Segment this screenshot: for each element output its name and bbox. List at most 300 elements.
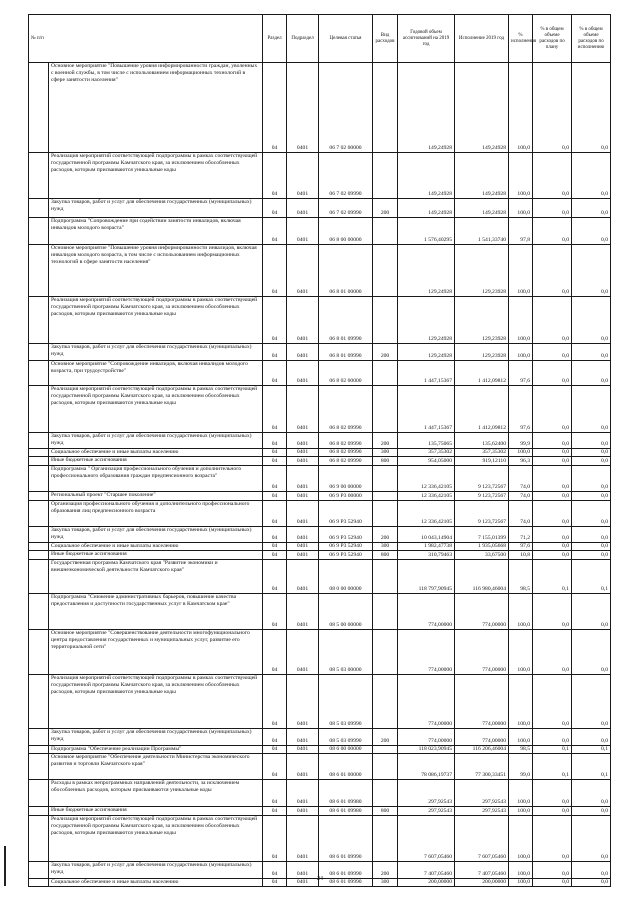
col-header-target-article: Целевая статья — [319, 15, 373, 63]
cell-share-execution: 0,0 — [572, 780, 611, 807]
cell-razdel: 04 — [263, 560, 287, 594]
cell-annual-plan: 297,92543 — [398, 807, 455, 816]
cell-podrazdel: 0401 — [287, 433, 319, 449]
cell-expense-type: 200 — [373, 344, 398, 361]
cell-target-article: 08 6 01 09990 — [319, 816, 373, 862]
cell-podrazdel: 0401 — [287, 386, 319, 433]
cell-number — [29, 245, 49, 297]
cell-podrazdel: 0401 — [287, 754, 319, 780]
cell-execution: 129,23928 — [455, 344, 509, 361]
cell-share-execution: 0,0 — [572, 543, 611, 551]
cell-execution-percent: 100,0 — [509, 297, 533, 344]
cell-number — [29, 675, 49, 729]
cell-share-plan: 0,1 — [533, 754, 572, 780]
cell-podrazdel: 0401 — [287, 560, 319, 594]
cell-target-article: 06 7 02 09990 — [319, 153, 373, 199]
cell-execution: 7 407,05460 — [455, 862, 509, 879]
cell-share-plan: 0,0 — [533, 153, 572, 199]
cell-execution: 9 123,72567 — [455, 492, 509, 501]
cell-share-plan: 0,0 — [533, 729, 572, 746]
cell-share-plan: 0,0 — [533, 297, 572, 344]
cell-execution-percent: 100,0 — [509, 245, 533, 297]
cell-share-execution: 0,0 — [572, 807, 611, 816]
table-row — [29, 780, 611, 807]
cell-annual-plan: 1 982,47738 — [398, 543, 455, 551]
cell-podrazdel: 0401 — [287, 594, 319, 630]
cell-target-article: 08 5 03 00000 — [319, 630, 373, 675]
cell-share-plan: 0,0 — [533, 449, 572, 457]
cell-target-article: 06 9 P3 52940 — [319, 527, 373, 543]
cell-expense-type — [373, 63, 398, 153]
table-row — [29, 218, 611, 245]
cell-podrazdel: 0401 — [287, 780, 319, 807]
cell-number — [29, 816, 49, 862]
table-row — [29, 543, 611, 551]
cell-target-article: 08 6 01 09990 — [319, 862, 373, 879]
cell-razdel: 04 — [263, 297, 287, 344]
cell-target-article: 06 8 00 00000 — [319, 218, 373, 245]
cell-execution: 1 541,33740 — [455, 218, 509, 245]
cell-execution: 149,24928 — [455, 153, 509, 199]
table-row — [29, 297, 611, 344]
cell-podrazdel: 0401 — [287, 297, 319, 344]
cell-execution-percent: 99,9 — [509, 433, 533, 449]
cell-razdel: 04 — [263, 780, 287, 807]
cell-name: Организация профессионального обучения и дополнительного профессионального образования лиц предпенсионного возраста — [49, 501, 263, 527]
cell-execution: 919,12110 — [455, 457, 509, 466]
cell-number — [29, 344, 49, 361]
cell-share-execution: 0,0 — [572, 862, 611, 879]
cell-target-article: 08 6 01 09990 — [319, 879, 373, 887]
table-row — [29, 754, 611, 780]
cell-name: Подпрограмма "Обеспечение реализации Программы" — [49, 746, 263, 754]
cell-razdel: 04 — [263, 807, 287, 816]
cell-execution: 7 155,01399 — [455, 527, 509, 543]
cell-share-plan: 0,0 — [533, 492, 572, 501]
cell-number — [29, 492, 49, 501]
cell-number — [29, 630, 49, 675]
cell-expense-type — [373, 754, 398, 780]
cell-number — [29, 433, 49, 449]
cell-name: Иные бюджетные ассигнования — [49, 457, 263, 466]
cell-expense-type: 300 — [373, 543, 398, 551]
cell-name: Основное мероприятие "Совершенствование деятельности многофункционального центра предоставления государственных и муниципальных услуг, развитие его территориальной сети" — [49, 630, 263, 675]
cell-execution: 297,92543 — [455, 780, 509, 807]
cell-annual-plan: 774,00000 — [398, 729, 455, 746]
cell-share-plan: 0,0 — [533, 361, 572, 386]
cell-name: Подпрограмма " Организация профессионального обучения и дополнительного профессионального образования граждан предпенсионного возраста" — [49, 466, 263, 492]
cell-target-article: 06 9 P3 52940 — [319, 501, 373, 527]
cell-razdel: 04 — [263, 594, 287, 630]
cell-execution-percent: 100,0 — [509, 675, 533, 729]
cell-expense-type — [373, 245, 398, 297]
cell-execution: 357,35302 — [455, 449, 509, 457]
cell-target-article: 08 6 01 09980 — [319, 780, 373, 807]
cell-expense-type — [373, 466, 398, 492]
cell-podrazdel: 0401 — [287, 63, 319, 153]
page-number: 24 — [317, 876, 323, 882]
cell-execution-percent: 100,0 — [509, 729, 533, 746]
cell-share-execution: 0,0 — [572, 729, 611, 746]
cell-execution: 9 123,72567 — [455, 501, 509, 527]
table-row — [29, 816, 611, 862]
table-row — [29, 63, 611, 153]
cell-razdel: 04 — [263, 63, 287, 153]
cell-razdel: 04 — [263, 466, 287, 492]
cell-name: Закупка товаров, работ и услуг для обеспечения государственных (муниципальных) нужд — [49, 527, 263, 543]
cell-podrazdel: 0401 — [287, 501, 319, 527]
cell-annual-plan: 297,92543 — [398, 780, 455, 807]
cell-annual-plan: 149,24928 — [398, 63, 455, 153]
cell-razdel: 04 — [263, 816, 287, 862]
cell-number — [29, 527, 49, 543]
cell-expense-type: 200 — [373, 862, 398, 879]
cell-target-article: 06 8 02 09990 — [319, 433, 373, 449]
cell-podrazdel: 0401 — [287, 457, 319, 466]
cell-execution-percent: 98,5 — [509, 560, 533, 594]
cell-name: Закупка товаров, работ и услуг для обеспечения государственных (муниципальных) нужд — [49, 862, 263, 879]
cell-execution: 77 300,33451 — [455, 754, 509, 780]
cell-target-article: 08 6 00 00000 — [319, 746, 373, 754]
cell-name: Закупка товаров, работ и услуг для обеспечения государственных (муниципальных) нужд — [49, 729, 263, 746]
cell-annual-plan: 1 447,15367 — [398, 386, 455, 433]
cell-execution: 1 935,05668 — [455, 543, 509, 551]
cell-number — [29, 501, 49, 527]
cell-share-execution: 0,0 — [572, 879, 611, 887]
col-header-share-plan: % в общем объеме расходов по плану — [533, 15, 572, 63]
cell-share-execution: 0,0 — [572, 551, 611, 560]
col-header-execution-percent: % исполнения — [509, 15, 533, 63]
cell-expense-type — [373, 594, 398, 630]
cell-annual-plan: 135,75065 — [398, 433, 455, 449]
cell-execution-percent: 100,0 — [509, 780, 533, 807]
cell-execution: 774,00000 — [455, 630, 509, 675]
cell-number — [29, 199, 49, 218]
table-row — [29, 501, 611, 527]
cell-share-plan: 0,0 — [533, 457, 572, 466]
cell-razdel: 04 — [263, 501, 287, 527]
cell-number — [29, 63, 49, 153]
cell-razdel: 04 — [263, 199, 287, 218]
cell-execution-percent: 97,6 — [509, 543, 533, 551]
table-row — [29, 630, 611, 675]
cell-execution: 200,00000 — [455, 879, 509, 887]
cell-execution-percent: 10,8 — [509, 551, 533, 560]
cell-name: Основное мероприятие "Повышение уровня информированности инвалидов, включая инвалидов молодого возраста, в том числе с использованием информационных технологий в сфере занятости населения" — [49, 245, 263, 297]
cell-name: Государственная программа Камчатского края "Развитие экономики и внешнеэкономической деятельности Камчатского края" — [49, 560, 263, 594]
cell-target-article: 06 8 02 09990 — [319, 457, 373, 466]
cell-razdel: 04 — [263, 630, 287, 675]
table-row — [29, 746, 611, 754]
cell-target-article: 06 9 P3 52940 — [319, 551, 373, 560]
table-row — [29, 594, 611, 630]
cell-execution-percent: 96,3 — [509, 457, 533, 466]
cell-share-execution: 0,0 — [572, 245, 611, 297]
cell-annual-plan: 7 407,05460 — [398, 862, 455, 879]
cell-name: Социальное обеспечение и иные выплаты населению — [49, 449, 263, 457]
cell-expense-type: 200 — [373, 199, 398, 218]
cell-number — [29, 746, 49, 754]
cell-podrazdel: 0401 — [287, 746, 319, 754]
cell-expense-type: 800 — [373, 551, 398, 560]
cell-annual-plan: 774,00000 — [398, 630, 455, 675]
cell-annual-plan: 200,00000 — [398, 879, 455, 887]
cell-podrazdel: 0401 — [287, 729, 319, 746]
cell-share-plan: 0,0 — [533, 433, 572, 449]
cell-razdel: 04 — [263, 754, 287, 780]
table-row — [29, 344, 611, 361]
cell-razdel: 04 — [263, 729, 287, 746]
cell-share-execution: 0,0 — [572, 630, 611, 675]
cell-share-execution: 0,1 — [572, 754, 611, 780]
cell-share-execution: 0,0 — [572, 199, 611, 218]
cell-execution: 33,67500 — [455, 551, 509, 560]
cell-execution-percent: 100,0 — [509, 344, 533, 361]
cell-annual-plan: 129,24928 — [398, 297, 455, 344]
cell-execution: 116 980,46004 — [455, 560, 509, 594]
cell-share-plan: 0,0 — [533, 780, 572, 807]
cell-execution: 129,23928 — [455, 245, 509, 297]
cell-annual-plan: 774,00000 — [398, 675, 455, 729]
cell-name: Реализация мероприятий соответствующей подпрограммы в рамках соответствующей государственной программы Камчатского края, за исключением обособленных расходов, которым присваиваются уникальные коды — [49, 386, 263, 433]
cell-podrazdel: 0401 — [287, 807, 319, 816]
cell-razdel: 04 — [263, 449, 287, 457]
cell-share-plan: 0,0 — [533, 501, 572, 527]
cell-expense-type — [373, 386, 398, 433]
cell-number — [29, 449, 49, 457]
cell-expense-type: 300 — [373, 879, 398, 887]
cell-target-article: 08 5 03 09990 — [319, 729, 373, 746]
cell-razdel: 04 — [263, 433, 287, 449]
cell-expense-type — [373, 297, 398, 344]
cell-share-plan: 0,0 — [533, 386, 572, 433]
col-header-podrazdel: Подраздел — [287, 15, 319, 63]
cell-execution: 774,00000 — [455, 675, 509, 729]
cell-annual-plan: 129,24928 — [398, 245, 455, 297]
cell-share-execution: 0,0 — [572, 433, 611, 449]
cell-share-execution: 0,0 — [572, 361, 611, 386]
col-header-expense-type: Вид расходов — [373, 15, 398, 63]
cell-annual-plan: 7 607,05460 — [398, 816, 455, 862]
cell-share-plan: 0,0 — [533, 63, 572, 153]
cell-name: Основное мероприятие "Повышение уровня информированности граждан, уволенных с военной службы, в том числе с использованием информационных технологий в сфере занятости населения" — [49, 63, 263, 153]
table-row — [29, 551, 611, 560]
cell-share-plan: 0,1 — [533, 560, 572, 594]
cell-name: Иные бюджетные ассигнования — [49, 807, 263, 816]
cell-share-plan: 0,0 — [533, 807, 572, 816]
col-header-annual-plan: Годовой объем ассигнований на 2019 год — [398, 15, 455, 63]
cell-number — [29, 729, 49, 746]
cell-expense-type: 200 — [373, 527, 398, 543]
cell-share-execution: 0,0 — [572, 594, 611, 630]
cell-execution: 297,92543 — [455, 807, 509, 816]
cell-annual-plan: 129,24928 — [398, 344, 455, 361]
cell-podrazdel: 0401 — [287, 527, 319, 543]
cell-number — [29, 560, 49, 594]
cell-number — [29, 754, 49, 780]
cell-number — [29, 807, 49, 816]
cell-target-article: 06 7 02 00000 — [319, 63, 373, 153]
cell-podrazdel: 0401 — [287, 879, 319, 887]
cell-share-plan: 0,0 — [533, 543, 572, 551]
cell-razdel: 04 — [263, 551, 287, 560]
col-header-share-execution: % в общем объеме расходов по исполнению — [572, 15, 611, 63]
cell-number — [29, 457, 49, 466]
cell-razdel: 04 — [263, 492, 287, 501]
cell-number — [29, 594, 49, 630]
cell-share-plan: 0,0 — [533, 344, 572, 361]
cell-annual-plan: 310,79463 — [398, 551, 455, 560]
cell-razdel: 04 — [263, 746, 287, 754]
cell-annual-plan: 774,00000 — [398, 594, 455, 630]
cell-execution-percent: 100,0 — [509, 449, 533, 457]
cell-execution-percent: 100,0 — [509, 594, 533, 630]
cell-execution-percent: 97,6 — [509, 386, 533, 433]
cell-execution: 149,24928 — [455, 199, 509, 218]
cell-podrazdel: 0401 — [287, 492, 319, 501]
cell-execution: 7 607,05460 — [455, 816, 509, 862]
cell-number — [29, 543, 49, 551]
col-header-execution: Исполнение 2019 год — [455, 15, 509, 63]
cell-annual-plan: 1 576,40295 — [398, 218, 455, 245]
cell-execution: 129,23928 — [455, 297, 509, 344]
table-row — [29, 245, 611, 297]
cell-annual-plan: 118 797,90945 — [398, 560, 455, 594]
cell-expense-type: 800 — [373, 457, 398, 466]
cell-share-execution: 0,0 — [572, 386, 611, 433]
cell-expense-type: 300 — [373, 449, 398, 457]
cell-target-article: 06 9 P3 00000 — [319, 492, 373, 501]
cell-razdel: 04 — [263, 879, 287, 887]
cell-execution-percent: 74,0 — [509, 466, 533, 492]
cell-target-article: 08 6 01 09980 — [319, 807, 373, 816]
budget-execution-table — [28, 14, 611, 887]
cell-target-article: 08 5 00 00000 — [319, 594, 373, 630]
table-row — [29, 560, 611, 594]
cell-execution-percent: 74,0 — [509, 501, 533, 527]
cell-podrazdel: 0401 — [287, 153, 319, 199]
table-row — [29, 153, 611, 199]
cell-share-plan: 0,0 — [533, 630, 572, 675]
cell-share-plan: 0,0 — [533, 816, 572, 862]
table-row — [29, 807, 611, 816]
cell-execution-percent: 100,0 — [509, 879, 533, 887]
cell-annual-plan: 118 023,90945 — [398, 746, 455, 754]
cell-annual-plan: 12 336,42105 — [398, 492, 455, 501]
cell-share-execution: 0,0 — [572, 344, 611, 361]
cell-execution-percent: 100,0 — [509, 816, 533, 862]
cell-expense-type — [373, 560, 398, 594]
cell-podrazdel: 0401 — [287, 245, 319, 297]
cell-execution-percent: 100,0 — [509, 807, 533, 816]
cell-share-execution: 0,0 — [572, 492, 611, 501]
cell-razdel: 04 — [263, 153, 287, 199]
cell-number — [29, 386, 49, 433]
cell-execution-percent: 100,0 — [509, 630, 533, 675]
cell-execution: 149,24928 — [455, 63, 509, 153]
cell-execution: 116 206,46004 — [455, 746, 509, 754]
table-row — [29, 449, 611, 457]
cell-name: Закупка товаров, работ и услуг для обеспечения государственных (муниципальных) нужд — [49, 344, 263, 361]
cell-share-execution: 0,1 — [572, 560, 611, 594]
cell-target-article: 06 8 01 09990 — [319, 344, 373, 361]
cell-execution: 9 123,72567 — [455, 466, 509, 492]
cell-podrazdel: 0401 — [287, 675, 319, 729]
cell-name: Основное мероприятие "Сопровождение инвалидов, включая инвалидов молодого возраста, при трудоустройстве" — [49, 361, 263, 386]
cell-expense-type — [373, 492, 398, 501]
cell-expense-type — [373, 816, 398, 862]
cell-share-plan: 0,0 — [533, 862, 572, 879]
cell-share-execution: 0,0 — [572, 457, 611, 466]
cell-target-article: 06 8 01 00000 — [319, 245, 373, 297]
cell-expense-type — [373, 675, 398, 729]
cell-expense-type — [373, 780, 398, 807]
cell-razdel: 04 — [263, 675, 287, 729]
cell-execution: 135,62400 — [455, 433, 509, 449]
cell-share-execution: 0,0 — [572, 527, 611, 543]
cell-share-execution: 0,0 — [572, 675, 611, 729]
cell-execution: 774,00000 — [455, 729, 509, 746]
cell-razdel: 04 — [263, 245, 287, 297]
cell-expense-type — [373, 218, 398, 245]
cell-target-article: 06 8 02 00000 — [319, 361, 373, 386]
cell-podrazdel: 0401 — [287, 449, 319, 457]
cell-number — [29, 780, 49, 807]
cell-podrazdel: 0401 — [287, 630, 319, 675]
cell-expense-type: 800 — [373, 807, 398, 816]
cell-share-plan: 0,0 — [533, 527, 572, 543]
cell-share-execution: 0,0 — [572, 218, 611, 245]
cell-name: Закупка товаров, работ и услуг для обеспечения государственных (муниципальных) нужд — [49, 433, 263, 449]
cell-name: Подпрограмма "Снижение административных барьеров, повышение качества предоставления и доступности государственных услуг в Камчатском крае" — [49, 594, 263, 630]
cell-razdel: 04 — [263, 218, 287, 245]
col-header-number: № п/п — [29, 15, 263, 63]
cell-execution: 1 412,09812 — [455, 361, 509, 386]
cell-razdel: 04 — [263, 527, 287, 543]
cell-razdel: 04 — [263, 361, 287, 386]
cell-podrazdel: 0401 — [287, 551, 319, 560]
cell-name: Основное мероприятие "Обеспечение деятельности Министерства экономического развития и торговли Камчатского края" — [49, 754, 263, 780]
cell-annual-plan: 12 336,42105 — [398, 501, 455, 527]
cell-podrazdel: 0401 — [287, 466, 319, 492]
cell-expense-type: 200 — [373, 729, 398, 746]
cell-podrazdel: 0401 — [287, 344, 319, 361]
cell-expense-type — [373, 501, 398, 527]
table-row — [29, 466, 611, 492]
cell-share-plan: 0,0 — [533, 675, 572, 729]
cell-expense-type — [373, 153, 398, 199]
cell-number — [29, 551, 49, 560]
cell-name: Реализация мероприятий соответствующей подпрограммы в рамках соответствующей государственной программы Камчатского края, за исключением обособленных расходов, которым присваиваются уникальные коды — [49, 153, 263, 199]
cell-execution: 774,00000 — [455, 594, 509, 630]
cell-share-execution: 0,1 — [572, 746, 611, 754]
cell-podrazdel: 0401 — [287, 199, 319, 218]
cell-annual-plan: 954,05000 — [398, 457, 455, 466]
budget-table-container — [28, 14, 610, 887]
cell-razdel: 04 — [263, 862, 287, 879]
cell-annual-plan: 12 336,42105 — [398, 466, 455, 492]
cell-execution-percent: 100,0 — [509, 862, 533, 879]
cell-annual-plan: 357,35302 — [398, 449, 455, 457]
cell-execution-percent: 97,6 — [509, 361, 533, 386]
cell-share-execution: 0,0 — [572, 466, 611, 492]
cell-podrazdel: 0401 — [287, 543, 319, 551]
cell-share-execution: 0,0 — [572, 501, 611, 527]
cell-podrazdel: 0401 — [287, 361, 319, 386]
cell-annual-plan: 149,24928 — [398, 199, 455, 218]
cell-share-execution: 0,0 — [572, 816, 611, 862]
cell-razdel: 04 — [263, 543, 287, 551]
